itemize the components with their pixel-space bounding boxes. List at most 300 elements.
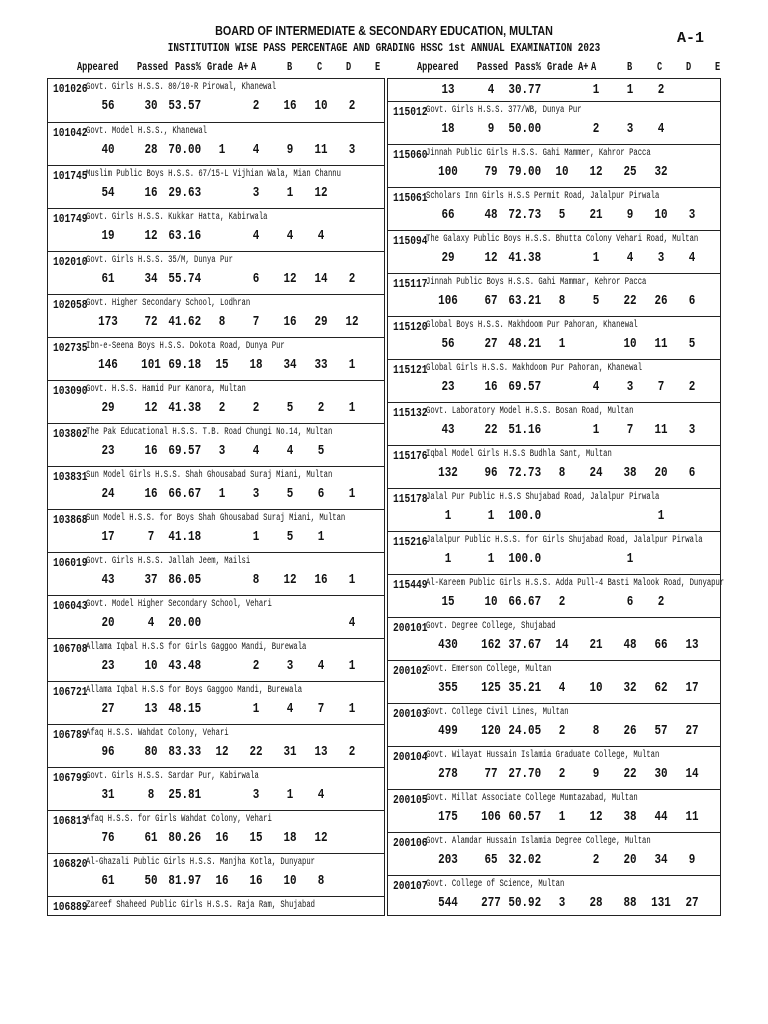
value-a: 16 — [249, 873, 263, 889]
value-c: 3 — [657, 250, 665, 266]
value-appeared: 173 — [98, 314, 118, 330]
value-c: 32 — [654, 164, 668, 180]
value-pct: 41.62 — [168, 314, 202, 330]
value-ap: 16 — [215, 830, 229, 846]
value-passed: 96 — [484, 465, 498, 481]
institution-code: 200106 — [393, 836, 428, 850]
value-b: 38 — [623, 809, 637, 825]
value-pct: 50.00 — [508, 121, 542, 137]
institution-code: 106789 — [53, 728, 88, 742]
value-b: 34 — [283, 357, 297, 373]
institution-entry — [48, 466, 384, 510]
value-appeared: 23 — [441, 379, 455, 395]
institution-code: 106721 — [53, 685, 88, 699]
institution-code: 106799 — [53, 771, 88, 785]
institution-code: 103802 — [53, 427, 88, 441]
institution-name: Jalal Pur Public H.S.S Shujabad Road, Jalalpur Pirwala — [426, 492, 660, 503]
value-a: 4 — [252, 228, 260, 244]
value-ap: 5 — [558, 207, 566, 223]
value-d: 5 — [688, 336, 696, 352]
value-b: 88 — [623, 895, 637, 911]
value-a: 2 — [252, 400, 260, 416]
value-c: 11 — [314, 142, 328, 158]
value-c: 1 — [657, 508, 665, 524]
value-c: 12 — [314, 185, 328, 201]
value-d: 1 — [348, 400, 356, 416]
value-c: 10 — [314, 98, 328, 114]
value-a: 18 — [249, 357, 263, 373]
value-d: 1 — [348, 701, 356, 717]
value-b: 10 — [283, 873, 297, 889]
value-b: 1 — [626, 82, 634, 98]
value-pct: 41.18 — [168, 529, 202, 545]
institution-code: 200107 — [393, 879, 428, 893]
institution-name: Govt. Degree College, Shujabad — [426, 621, 556, 632]
value-pct: 50.92 — [508, 895, 542, 911]
value-pct: 79.00 — [508, 164, 542, 180]
value-c: 7 — [317, 701, 325, 717]
value-c: 29 — [314, 314, 328, 330]
value-d: 6 — [688, 293, 696, 309]
institution-entry — [48, 681, 384, 725]
value-appeared: 76 — [101, 830, 115, 846]
value-a: 22 — [249, 744, 263, 760]
value-appeared: 132 — [438, 465, 458, 481]
value-a: 8 — [252, 572, 260, 588]
value-a: 3 — [252, 185, 260, 201]
institution-name: Iqbal Model Girls H.S.S Budhla Sant, Multan — [426, 449, 612, 460]
value-a: 3 — [252, 486, 260, 502]
value-a: 4 — [592, 379, 600, 395]
value-passed: 277 — [481, 895, 501, 911]
value-d: 14 — [685, 766, 699, 782]
value-b: 31 — [283, 744, 297, 760]
value-c: 2 — [657, 82, 665, 98]
value-appeared: 146 — [98, 357, 118, 373]
value-pct: 37.67 — [508, 637, 542, 653]
value-appeared: 56 — [441, 336, 455, 352]
value-ap: 8 — [558, 293, 566, 309]
institution-entry — [388, 660, 720, 704]
value-pct: 30.77 — [508, 82, 542, 98]
value-passed: 16 — [144, 486, 158, 502]
institution-entry — [48, 810, 384, 854]
value-c: 10 — [654, 207, 668, 223]
value-passed: 16 — [484, 379, 498, 395]
value-pct: 24.05 — [508, 723, 542, 739]
institution-entry — [388, 617, 720, 661]
right-panel — [387, 78, 725, 916]
institution-code: 103831 — [53, 470, 88, 484]
value-b: 5 — [286, 529, 294, 545]
institution-name: Al-Kareem Public Girls H.S.S. Adda Pull-4 Basti Malook Road, Dunyapur — [426, 578, 725, 589]
value-pct: 100.0 — [508, 508, 542, 524]
institution-code: 200105 — [393, 793, 428, 807]
institution-code: 115178 — [393, 492, 428, 506]
institution-code: 115120 — [393, 320, 428, 334]
value-a: 28 — [589, 895, 603, 911]
institution-code: 115449 — [393, 578, 428, 592]
institution-entry — [48, 853, 384, 897]
institution-entry — [48, 122, 384, 166]
value-b: 4 — [286, 443, 294, 459]
value-passed: 22 — [484, 422, 498, 438]
value-appeared: 96 — [101, 744, 115, 760]
column-header: Pass% — [515, 60, 541, 74]
institution-entry — [388, 531, 720, 575]
value-pct: 43.48 — [168, 658, 202, 674]
value-pct: 69.57 — [508, 379, 542, 395]
column-header: E — [715, 60, 721, 74]
institution-entry — [48, 638, 384, 682]
value-appeared: 43 — [441, 422, 455, 438]
institution-name: Govt. Millat Associate College Mumtazabad, Multan — [426, 793, 638, 804]
value-c: 4 — [317, 228, 325, 244]
value-b: 16 — [283, 98, 297, 114]
value-appeared: 29 — [101, 400, 115, 416]
value-pct: 63.16 — [168, 228, 202, 244]
value-b: 1 — [286, 787, 294, 803]
value-a: 7 — [252, 314, 260, 330]
institution-code: 115117 — [393, 277, 428, 291]
value-passed: 10 — [144, 658, 158, 674]
value-a: 24 — [589, 465, 603, 481]
value-appeared: 20 — [101, 615, 115, 631]
value-d: 12 — [345, 314, 359, 330]
institution-name: The Pak Educational H.S.S. T.B. Road Chungi No.14, Multan — [86, 427, 333, 438]
institution-name: Scholars Inn Girls H.S.S Permit Road, Jalalpur Pirwala — [426, 191, 660, 202]
value-pct: 72.73 — [508, 207, 542, 223]
institution-name: Al-Ghazali Public Girls H.S.S. Manjha Kotla, Dunyapur — [86, 857, 316, 868]
value-ap: 1 — [218, 486, 226, 502]
institution-name: Sun Model Girls H.S.S. Shah Ghousabad Suraj Miani, Multan — [86, 470, 333, 481]
column-header: Passed — [477, 60, 509, 74]
value-b: 9 — [626, 207, 634, 223]
column-header: A — [251, 60, 257, 74]
institution-code: 106889 — [53, 900, 88, 914]
value-passed: 67 — [484, 293, 498, 309]
value-ap: 2 — [558, 723, 566, 739]
value-c: 1 — [317, 529, 325, 545]
value-ap: 3 — [218, 443, 226, 459]
value-a: 2 — [592, 852, 600, 868]
value-c: 11 — [654, 422, 668, 438]
report-title: INSTITUTION WISE PASS PERCENTAGE AND GRADING HSSC 1st ANNUAL EXAMINATION 2023 — [167, 41, 601, 55]
value-pct: 60.57 — [508, 809, 542, 825]
institution-entry — [48, 423, 384, 467]
value-appeared: 18 — [441, 121, 455, 137]
institution-entry — [48, 251, 384, 295]
value-passed: 27 — [484, 336, 498, 352]
institution-code: 115061 — [393, 191, 428, 205]
value-b: 1 — [286, 185, 294, 201]
value-c: 57 — [654, 723, 668, 739]
institution-name: Ibn-e-Seena Boys H.S.S. Dokota Road, Dunya Pur — [86, 341, 285, 352]
value-c: 34 — [654, 852, 668, 868]
value-appeared: 56 — [101, 98, 115, 114]
value-b: 4 — [286, 701, 294, 717]
value-a: 2 — [252, 658, 260, 674]
institution-entry — [48, 509, 384, 553]
value-passed: 162 — [481, 637, 501, 653]
value-b: 4 — [286, 228, 294, 244]
institution-code: 106708 — [53, 642, 88, 656]
value-a: 1 — [252, 701, 260, 717]
institution-name: Allama Iqbal H.S.S for Girls Gaggoo Mandi, Burewala — [86, 642, 307, 653]
value-appeared: 24 — [101, 486, 115, 502]
value-passed: 106 — [481, 809, 501, 825]
value-b: 10 — [623, 336, 637, 352]
value-ap: 14 — [555, 637, 569, 653]
value-pct: 63.21 — [508, 293, 542, 309]
value-ap: 12 — [215, 744, 229, 760]
value-pct: 20.00 — [168, 615, 202, 631]
value-appeared: 43 — [101, 572, 115, 588]
value-b: 48 — [623, 637, 637, 653]
institution-entry — [48, 208, 384, 252]
institution-name: Global Boys H.S.S. Makhdoom Pur Pahoran, Khanewal — [426, 320, 638, 331]
value-a: 21 — [589, 637, 603, 653]
institution-code: 102058 — [53, 298, 88, 312]
institution-code: 115216 — [393, 535, 428, 549]
value-ap: 1 — [558, 809, 566, 825]
institution-code: 115132 — [393, 406, 428, 420]
value-b: 7 — [626, 422, 634, 438]
value-ap: 1 — [558, 336, 566, 352]
value-passed: 12 — [144, 228, 158, 244]
institution-name: Govt. Alamdar Hussain Islamia Degree College, Multan — [426, 836, 651, 847]
value-passed: 1 — [487, 508, 495, 524]
value-passed: 4 — [147, 615, 155, 631]
value-c: 20 — [654, 465, 668, 481]
value-pct: 53.57 — [168, 98, 202, 114]
value-passed: 80 — [144, 744, 158, 760]
institution-name: Jinnah Public Boys H.S.S. Gahi Mammar, Kehror Pacca — [426, 277, 647, 288]
value-pct: 66.67 — [508, 594, 542, 610]
institution-code: 101749 — [53, 212, 88, 226]
value-appeared: 499 — [438, 723, 458, 739]
value-passed: 77 — [484, 766, 498, 782]
value-d: 3 — [688, 207, 696, 223]
institution-entry — [388, 359, 720, 403]
institution-entry — [388, 574, 725, 618]
value-a: 6 — [252, 271, 260, 287]
institution-code: 200104 — [393, 750, 428, 764]
value-appeared: 100 — [438, 164, 458, 180]
institution-entry — [388, 230, 720, 274]
value-pct: 48.15 — [168, 701, 202, 717]
value-pct: 25.81 — [168, 787, 202, 803]
value-passed: 65 — [484, 852, 498, 868]
institution-name: Global Girls H.S.S. Makhdoom Pur Pahoran, Khanewal — [426, 363, 643, 374]
value-pct: 100.0 — [508, 551, 542, 567]
institution-entry — [48, 896, 384, 940]
institution-entry — [388, 101, 720, 145]
institution-code: 102735 — [53, 341, 88, 355]
value-c: 33 — [314, 357, 328, 373]
value-d: 1 — [348, 357, 356, 373]
institution-name: Govt. Emerson College, Multan — [426, 664, 552, 675]
value-a: 5 — [592, 293, 600, 309]
institution-code: 115121 — [393, 363, 428, 377]
institution-code: 106813 — [53, 814, 88, 828]
left-panel — [47, 78, 385, 916]
institution-name: Govt. Girls H.S.S. Jallah Jeem, Mailsi — [86, 556, 251, 567]
institution-name: Govt. Model Higher Secondary School, Vehari — [86, 599, 272, 610]
institution-name: Jinnah Public Girls H.S.S. Gahi Mammer, Kahror Pacca — [426, 148, 651, 159]
value-appeared: 430 — [438, 637, 458, 653]
value-pct: 27.70 — [508, 766, 542, 782]
value-appeared: 31 — [101, 787, 115, 803]
value-pct: 32.02 — [508, 852, 542, 868]
institution-entry — [388, 445, 720, 489]
institution-entry — [48, 767, 384, 811]
institution-code: 106043 — [53, 599, 88, 613]
column-header: Grade A+ — [547, 60, 589, 74]
value-appeared: 278 — [438, 766, 458, 782]
value-ap: 4 — [558, 680, 566, 696]
column-header: Passed — [137, 60, 169, 74]
value-a: 8 — [592, 723, 600, 739]
value-d: 3 — [688, 422, 696, 438]
value-c: 4 — [317, 787, 325, 803]
institution-entry — [388, 316, 720, 360]
value-passed: 79 — [484, 164, 498, 180]
value-ap: 8 — [558, 465, 566, 481]
value-c: 16 — [314, 572, 328, 588]
value-d: 13 — [685, 637, 699, 653]
value-ap: 3 — [558, 895, 566, 911]
value-appeared: 23 — [101, 443, 115, 459]
institution-entry — [388, 832, 720, 876]
value-a: 1 — [592, 422, 600, 438]
value-b: 16 — [283, 314, 297, 330]
value-c: 2 — [657, 594, 665, 610]
value-c: 13 — [314, 744, 328, 760]
value-pct: 66.67 — [168, 486, 202, 502]
value-c: 7 — [657, 379, 665, 395]
value-passed: 30 — [144, 98, 158, 114]
value-pct: 48.21 — [508, 336, 542, 352]
value-d: 1 — [348, 486, 356, 502]
value-b: 26 — [623, 723, 637, 739]
value-pct: 41.38 — [508, 250, 542, 266]
institution-entry — [388, 187, 720, 231]
institution-code: 101745 — [53, 169, 88, 183]
institution-name: Govt. Wilayat Hussain Islamia Graduate College, Multan — [426, 750, 660, 761]
institution-name: Govt. Laboratory Model H.S.S. Bosan Road, Multan — [426, 406, 634, 417]
institution-name: Govt. Higher Secondary School, Lodhran — [86, 298, 251, 309]
value-a: 15 — [249, 830, 263, 846]
institution-code: 115176 — [393, 449, 428, 463]
institution-entry — [388, 703, 720, 747]
value-passed: 12 — [144, 400, 158, 416]
institution-entry — [48, 552, 384, 596]
institution-code: 106820 — [53, 857, 88, 871]
value-appeared: 54 — [101, 185, 115, 201]
value-pct: 51.16 — [508, 422, 542, 438]
value-b: 6 — [626, 594, 634, 610]
value-pct: 72.73 — [508, 465, 542, 481]
column-header: C — [657, 60, 663, 74]
value-a: 1 — [592, 82, 600, 98]
institution-name: Govt. Girls H.S.S. Sardar Pur, Kabirwala — [86, 771, 259, 782]
value-c: 6 — [317, 486, 325, 502]
value-passed: 37 — [144, 572, 158, 588]
value-c: 4 — [657, 121, 665, 137]
value-appeared: 66 — [441, 207, 455, 223]
value-a: 2 — [592, 121, 600, 137]
value-d: 2 — [348, 98, 356, 114]
value-passed: 1 — [487, 551, 495, 567]
value-a: 1 — [592, 250, 600, 266]
value-d: 27 — [685, 723, 699, 739]
value-b: 3 — [626, 121, 634, 137]
value-passed: 10 — [484, 594, 498, 610]
value-appeared: 23 — [101, 658, 115, 674]
value-c: 66 — [654, 637, 668, 653]
value-a: 2 — [252, 98, 260, 114]
value-c: 131 — [651, 895, 671, 911]
value-b: 1 — [626, 551, 634, 567]
value-passed: 16 — [144, 443, 158, 459]
institution-code: 102010 — [53, 255, 88, 269]
value-pct: 80.26 — [168, 830, 202, 846]
value-d: 1 — [348, 572, 356, 588]
institution-code: 106019 — [53, 556, 88, 570]
value-pct: 69.18 — [168, 357, 202, 373]
value-d: 3 — [348, 142, 356, 158]
value-appeared: 1 — [444, 508, 452, 524]
value-b: 32 — [623, 680, 637, 696]
value-c: 26 — [654, 293, 668, 309]
institution-entry — [48, 595, 384, 639]
institution-entry — [388, 273, 720, 317]
value-pct: 29.63 — [168, 185, 202, 201]
value-passed: 101 — [141, 357, 161, 373]
value-ap: 2 — [558, 594, 566, 610]
institution-code: 115012 — [393, 105, 428, 119]
value-c: 11 — [654, 336, 668, 352]
institution-entry — [388, 789, 720, 833]
value-passed: 8 — [147, 787, 155, 803]
value-appeared: 61 — [101, 873, 115, 889]
value-c: 14 — [314, 271, 328, 287]
value-appeared: 544 — [438, 895, 458, 911]
institution-entry — [48, 380, 384, 424]
value-ap: 16 — [215, 873, 229, 889]
value-b: 5 — [286, 486, 294, 502]
continued-entry — [388, 79, 720, 101]
institution-name: Zareef Shaheed Public Girls H.S.S. Raja Ram, Shujabad — [86, 900, 316, 911]
value-b: 22 — [623, 293, 637, 309]
value-b: 9 — [286, 142, 294, 158]
value-pct: 55.74 — [168, 271, 202, 287]
value-d: 4 — [688, 250, 696, 266]
institution-entry — [388, 875, 720, 919]
value-appeared: 1 — [444, 551, 452, 567]
institution-name: Govt. H.S.S. Hamid Pur Kanora, Multan — [86, 384, 246, 395]
value-b: 20 — [623, 852, 637, 868]
institution-name: Govt. Girls H.S.S. 35/M, Dunya Pur — [86, 255, 233, 266]
value-a: 21 — [589, 207, 603, 223]
value-a: 10 — [589, 680, 603, 696]
institution-code: 200102 — [393, 664, 428, 678]
value-passed: 125 — [481, 680, 501, 696]
value-d: 9 — [688, 852, 696, 868]
value-pct: 41.38 — [168, 400, 202, 416]
value-d: 2 — [348, 744, 356, 760]
